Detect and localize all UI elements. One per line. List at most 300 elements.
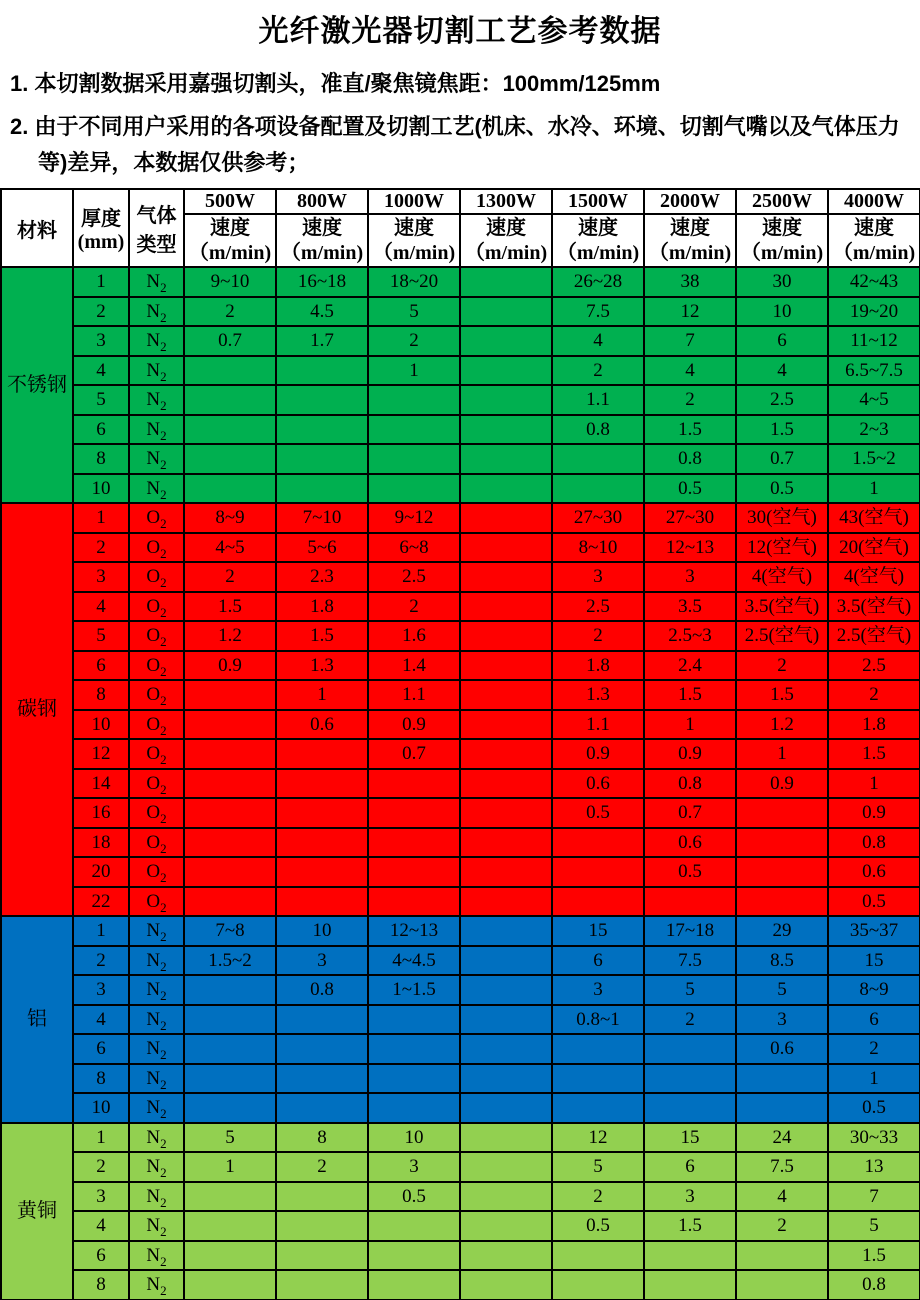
thickness-cell: 16 (73, 798, 129, 828)
speed-cell: 2.5 (828, 651, 920, 681)
table-row (1, 297, 920, 327)
speed-cell (368, 1064, 460, 1094)
speed-cell: 8~10 (552, 533, 644, 563)
speed-cell (368, 857, 460, 887)
speed-cell: 1.2 (184, 621, 276, 651)
gas-type-cell: $O_2$ (129, 562, 184, 592)
speed-cell: 2.4 (644, 651, 736, 681)
speed-cell: 0.9 (736, 769, 828, 799)
speed-cell: 3.5 (644, 592, 736, 622)
speed-cell: 8~9 (184, 503, 276, 533)
speed-cell: 1 (184, 1152, 276, 1182)
speed-cell: 0.5 (552, 1211, 644, 1241)
speed-cell (460, 1241, 552, 1271)
speed-cell: 1 (828, 1064, 920, 1094)
speed-cell (460, 1093, 552, 1123)
material-column-header: 材料 (1, 189, 73, 267)
gas-type-cell: $O_2$ (129, 857, 184, 887)
speed-cell: 6 (552, 946, 644, 976)
table-row (1, 887, 920, 917)
table-row (1, 562, 920, 592)
speed-cell: 11~12 (828, 326, 920, 356)
speed-cell (184, 710, 276, 740)
speed-cell: 0.9 (184, 651, 276, 681)
speed-cell (460, 769, 552, 799)
speed-cell (276, 1182, 368, 1212)
speed-cell: 1.5 (736, 680, 828, 710)
speed-cell (552, 857, 644, 887)
material-cell: 碳钢 (1, 503, 73, 916)
speed-cell: 1 (644, 710, 736, 740)
material-cell: 不锈钢 (1, 267, 73, 503)
speed-cell (276, 356, 368, 386)
speed-cell: 2~3 (828, 415, 920, 445)
speed-cell: 0.5 (368, 1182, 460, 1212)
speed-cell: 4(空气) (736, 562, 828, 592)
table-row (1, 1093, 920, 1123)
table-row (1, 946, 920, 976)
speed-cell: 1.5~2 (184, 946, 276, 976)
speed-cell: 15 (828, 946, 920, 976)
speed-cell (460, 326, 552, 356)
power-header-500w: 500W (184, 189, 276, 214)
speed-cell (552, 444, 644, 474)
speed-cell: 3 (736, 1005, 828, 1035)
speed-cell: 0.8~1 (552, 1005, 644, 1035)
note-2: 2. 由于不同用户采用的各项设备配置及切割工艺(机床、水冷、环境、切割气嘴以及气体压力等)差异，本数据仅供参考； (10, 114, 900, 175)
speed-cell: 5 (644, 975, 736, 1005)
gas-type-cell: $N_2$ (129, 1182, 184, 1212)
page-title: 光纤激光器切割工艺参考数据 (258, 15, 662, 48)
speed-cell: 2 (736, 651, 828, 681)
speed-cell: 4~4.5 (368, 946, 460, 976)
speed-cell (368, 1241, 460, 1271)
speed-cell: 1.5 (736, 415, 828, 445)
table-row (1, 1123, 920, 1153)
material-cell: 黄铜 (1, 1123, 73, 1300)
speed-cell (184, 385, 276, 415)
speed-cell (276, 769, 368, 799)
speed-cell: 7~10 (276, 503, 368, 533)
speed-cell: 0.5 (828, 887, 920, 917)
power-header-1300w: 1300W (460, 189, 552, 214)
speed-cell (184, 798, 276, 828)
gas-type-cell: $O_2$ (129, 621, 184, 651)
table-row (1, 828, 920, 858)
note-1: 1. 本切割数据采用嘉强切割头，准直/聚焦镜焦距：100mm/125mm (10, 71, 661, 96)
speed-cell (276, 828, 368, 858)
speed-cell (368, 798, 460, 828)
speed-cell (184, 1211, 276, 1241)
thickness-cell: 8 (73, 1064, 129, 1094)
speed-cell: 5 (184, 1123, 276, 1153)
speed-unit-header: 速度 （m/min) (552, 214, 644, 267)
table-row (1, 651, 920, 681)
speed-cell (184, 415, 276, 445)
thickness-cell: 1 (73, 503, 129, 533)
speed-cell: 5~6 (276, 533, 368, 563)
gas-type-cell: $N_2$ (129, 444, 184, 474)
speed-cell: 1.1 (368, 680, 460, 710)
speed-cell: 29 (736, 916, 828, 946)
speed-cell: 0.6 (828, 857, 920, 887)
speed-cell: 9~12 (368, 503, 460, 533)
speed-cell (552, 1270, 644, 1300)
speed-cell (552, 1034, 644, 1064)
speed-cell (460, 1152, 552, 1182)
speed-cell (368, 1093, 460, 1123)
speed-cell (736, 1093, 828, 1123)
speed-cell: 0.7 (184, 326, 276, 356)
thickness-cell: 4 (73, 1211, 129, 1241)
speed-cell: 1.5 (828, 1241, 920, 1271)
speed-cell (460, 592, 552, 622)
speed-cell (460, 1270, 552, 1300)
speed-cell: 4 (736, 1182, 828, 1212)
speed-cell: 1.5 (644, 1211, 736, 1241)
speed-cell (736, 1270, 828, 1300)
speed-cell (368, 1034, 460, 1064)
speed-cell (460, 798, 552, 828)
notes (10, 66, 914, 181)
speed-cell: 0.8 (828, 828, 920, 858)
speed-cell (460, 385, 552, 415)
speed-cell: 2 (552, 356, 644, 386)
speed-unit-header: 速度 （m/min) (644, 214, 736, 267)
speed-cell (368, 1270, 460, 1300)
speed-cell: 2.5(空气) (828, 621, 920, 651)
speed-cell (644, 887, 736, 917)
table-row (1, 1034, 920, 1064)
table-row (1, 798, 920, 828)
gas-type-cell: $O_2$ (129, 710, 184, 740)
speed-cell (460, 503, 552, 533)
table-row (1, 592, 920, 622)
speed-cell: 2.3 (276, 562, 368, 592)
speed-cell: 15 (644, 1123, 736, 1153)
speed-cell: 0.7 (736, 444, 828, 474)
speed-cell: 10 (368, 1123, 460, 1153)
speed-cell: 12~13 (368, 916, 460, 946)
thickness-column-header: 厚度 (mm) (73, 189, 129, 267)
thickness-cell: 2 (73, 297, 129, 327)
thickness-cell: 10 (73, 1093, 129, 1123)
speed-cell (552, 1241, 644, 1271)
speed-cell: 6.5~7.5 (828, 356, 920, 386)
gas-type-cell: $O_2$ (129, 769, 184, 799)
speed-cell: 8 (276, 1123, 368, 1153)
speed-cell: 26~28 (552, 267, 644, 297)
thickness-cell: 1 (73, 1123, 129, 1153)
table-row (1, 710, 920, 740)
speed-cell (460, 621, 552, 651)
speed-cell (276, 857, 368, 887)
speed-cell: 1.5 (828, 739, 920, 769)
speed-cell (460, 415, 552, 445)
speed-cell (644, 1270, 736, 1300)
speed-cell: 2 (368, 592, 460, 622)
table-row (1, 415, 920, 445)
speed-cell (460, 533, 552, 563)
table-row (1, 1064, 920, 1094)
thickness-cell: 18 (73, 828, 129, 858)
speed-cell: 2 (644, 1005, 736, 1035)
speed-cell (460, 562, 552, 592)
speed-cell: 6 (644, 1152, 736, 1182)
thickness-cell: 10 (73, 710, 129, 740)
thickness-cell: 4 (73, 592, 129, 622)
speed-cell (552, 828, 644, 858)
gas-type-cell: $N_2$ (129, 297, 184, 327)
gas-type-cell: $N_2$ (129, 1064, 184, 1094)
speed-cell: 0.6 (276, 710, 368, 740)
speed-cell: 30(空气) (736, 503, 828, 533)
speed-cell (736, 798, 828, 828)
speed-cell: 1.8 (552, 651, 644, 681)
table-row (1, 680, 920, 710)
speed-cell: 7~8 (184, 916, 276, 946)
cutting-data-table (0, 188, 920, 1300)
speed-cell (460, 887, 552, 917)
speed-cell: 3 (644, 1182, 736, 1212)
thickness-cell: 3 (73, 562, 129, 592)
speed-cell (276, 739, 368, 769)
speed-cell (276, 444, 368, 474)
speed-cell: 12 (552, 1123, 644, 1153)
speed-cell: 4(空气) (828, 562, 920, 592)
table-row (1, 739, 920, 769)
thickness-cell: 2 (73, 946, 129, 976)
thickness-cell: 8 (73, 444, 129, 474)
speed-cell: 16~18 (276, 267, 368, 297)
table-row (1, 267, 920, 297)
speed-unit-header: 速度 （m/min) (368, 214, 460, 267)
speed-cell: 42~43 (828, 267, 920, 297)
speed-cell: 27~30 (644, 503, 736, 533)
power-header-1000w: 1000W (368, 189, 460, 214)
speed-cell: 4 (736, 356, 828, 386)
speed-unit-header: 速度 （m/min) (460, 214, 552, 267)
speed-cell: 38 (644, 267, 736, 297)
speed-cell: 2.5 (736, 385, 828, 415)
speed-cell: 1.1 (552, 385, 644, 415)
speed-cell: 1 (276, 680, 368, 710)
header-row-powers (1, 189, 920, 214)
speed-cell: 0.8 (276, 975, 368, 1005)
table-row (1, 1182, 920, 1212)
speed-cell (736, 887, 828, 917)
speed-cell: 2 (552, 621, 644, 651)
speed-cell: 2.5~3 (644, 621, 736, 651)
gas-type-cell: $N_2$ (129, 1123, 184, 1153)
speed-cell (184, 444, 276, 474)
gas-type-cell: $N_2$ (129, 385, 184, 415)
gas-type-cell: $N_2$ (129, 1005, 184, 1035)
speed-cell: 30~33 (828, 1123, 920, 1153)
speed-cell: 4 (644, 356, 736, 386)
speed-cell (460, 267, 552, 297)
speed-cell: 0.5 (644, 474, 736, 504)
thickness-cell: 14 (73, 769, 129, 799)
speed-cell: 0.5 (828, 1093, 920, 1123)
speed-cell (552, 1093, 644, 1123)
gas-type-cell: $N_2$ (129, 267, 184, 297)
speed-cell: 0.9 (552, 739, 644, 769)
speed-unit-header: 速度 （m/min) (184, 214, 276, 267)
speed-cell: 2 (828, 1034, 920, 1064)
speed-cell: 3.5(空气) (736, 592, 828, 622)
gas-type-cell: $N_2$ (129, 975, 184, 1005)
speed-cell (184, 1241, 276, 1271)
gas-type-cell: $N_2$ (129, 1152, 184, 1182)
speed-cell: 1.8 (276, 592, 368, 622)
speed-cell: 1.5~2 (828, 444, 920, 474)
table-row (1, 916, 920, 946)
speed-cell: 0.8 (828, 1270, 920, 1300)
speed-cell (368, 1211, 460, 1241)
table-header (1, 189, 920, 267)
speed-cell: 1.6 (368, 621, 460, 651)
speed-cell (368, 887, 460, 917)
speed-cell: 2 (368, 326, 460, 356)
speed-cell (184, 887, 276, 917)
speed-cell (368, 769, 460, 799)
speed-cell (184, 356, 276, 386)
gas-type-cell: $N_2$ (129, 1034, 184, 1064)
speed-cell: 7 (644, 326, 736, 356)
gas-type-cell: $N_2$ (129, 356, 184, 386)
gas-type-cell: $N_2$ (129, 1211, 184, 1241)
speed-cell: 2 (736, 1211, 828, 1241)
speed-cell (276, 1211, 368, 1241)
speed-cell: 3 (552, 975, 644, 1005)
speed-cell (276, 1034, 368, 1064)
speed-cell (368, 474, 460, 504)
speed-cell (460, 1123, 552, 1153)
speed-cell (460, 857, 552, 887)
speed-cell (644, 1034, 736, 1064)
thickness-cell: 6 (73, 1034, 129, 1064)
speed-cell: 1 (828, 474, 920, 504)
speed-cell (736, 1064, 828, 1094)
thickness-cell: 3 (73, 1182, 129, 1212)
power-header-2000w: 2000W (644, 189, 736, 214)
table-row (1, 326, 920, 356)
table-row (1, 975, 920, 1005)
speed-cell: 0.8 (644, 769, 736, 799)
speed-cell: 1.5 (184, 592, 276, 622)
thickness-cell: 4 (73, 356, 129, 386)
speed-cell (460, 946, 552, 976)
speed-cell: 4 (552, 326, 644, 356)
gas-type-column-header: 气体 类型 (129, 189, 184, 267)
speed-cell: 4.5 (276, 297, 368, 327)
thickness-cell: 5 (73, 385, 129, 415)
speed-cell (184, 474, 276, 504)
gas-type-cell: $O_2$ (129, 887, 184, 917)
speed-cell: 7.5 (644, 946, 736, 976)
gas-type-cell: $N_2$ (129, 326, 184, 356)
table-row (1, 1211, 920, 1241)
speed-cell (276, 385, 368, 415)
speed-cell: 2.5(空气) (736, 621, 828, 651)
speed-cell: 1~1.5 (368, 975, 460, 1005)
speed-cell: 3 (644, 562, 736, 592)
speed-cell: 7.5 (736, 1152, 828, 1182)
speed-cell: 2 (184, 562, 276, 592)
speed-cell (276, 415, 368, 445)
speed-cell (184, 680, 276, 710)
table-body (1, 267, 920, 1300)
speed-cell (460, 651, 552, 681)
speed-cell: 10 (736, 297, 828, 327)
speed-cell (552, 474, 644, 504)
speed-cell: 7.5 (552, 297, 644, 327)
thickness-cell: 3 (73, 975, 129, 1005)
speed-cell: 0.9 (368, 710, 460, 740)
table-row (1, 1152, 920, 1182)
gas-type-cell: $O_2$ (129, 798, 184, 828)
table-row (1, 474, 920, 504)
speed-cell: 15 (552, 916, 644, 946)
speed-cell: 1 (828, 769, 920, 799)
speed-cell: 0.5 (736, 474, 828, 504)
speed-cell (368, 385, 460, 415)
speed-cell (276, 887, 368, 917)
gas-type-cell: $N_2$ (129, 946, 184, 976)
thickness-cell: 2 (73, 533, 129, 563)
table-row (1, 533, 920, 563)
speed-cell (184, 739, 276, 769)
table-row (1, 621, 920, 651)
speed-cell (276, 1005, 368, 1035)
speed-cell: 5 (368, 297, 460, 327)
speed-cell (460, 1005, 552, 1035)
speed-cell: 3 (276, 946, 368, 976)
speed-cell: 2 (276, 1152, 368, 1182)
power-header-4000w: 4000W (828, 189, 920, 214)
table-row (1, 857, 920, 887)
thickness-cell: 6 (73, 651, 129, 681)
speed-cell: 1.5 (644, 415, 736, 445)
speed-cell: 18~20 (368, 267, 460, 297)
speed-cell (460, 916, 552, 946)
speed-cell: 19~20 (828, 297, 920, 327)
table-row (1, 1270, 920, 1300)
speed-cell: 10 (276, 916, 368, 946)
speed-cell (460, 356, 552, 386)
speed-cell (644, 1241, 736, 1271)
thickness-cell: 12 (73, 739, 129, 769)
speed-cell: 1.3 (552, 680, 644, 710)
speed-cell (644, 1064, 736, 1094)
thickness-cell: 4 (73, 1005, 129, 1035)
speed-cell: 0.7 (368, 739, 460, 769)
speed-cell (736, 857, 828, 887)
speed-cell: 1.5 (644, 680, 736, 710)
gas-type-cell: $O_2$ (129, 503, 184, 533)
speed-cell: 0.8 (552, 415, 644, 445)
speed-cell: 2 (644, 385, 736, 415)
thickness-cell: 20 (73, 857, 129, 887)
gas-type-cell: $N_2$ (129, 1093, 184, 1123)
thickness-cell: 1 (73, 916, 129, 946)
speed-cell (276, 1270, 368, 1300)
speed-cell: 6 (828, 1005, 920, 1035)
speed-cell (460, 680, 552, 710)
table-row (1, 503, 920, 533)
gas-type-cell: $N_2$ (129, 916, 184, 946)
